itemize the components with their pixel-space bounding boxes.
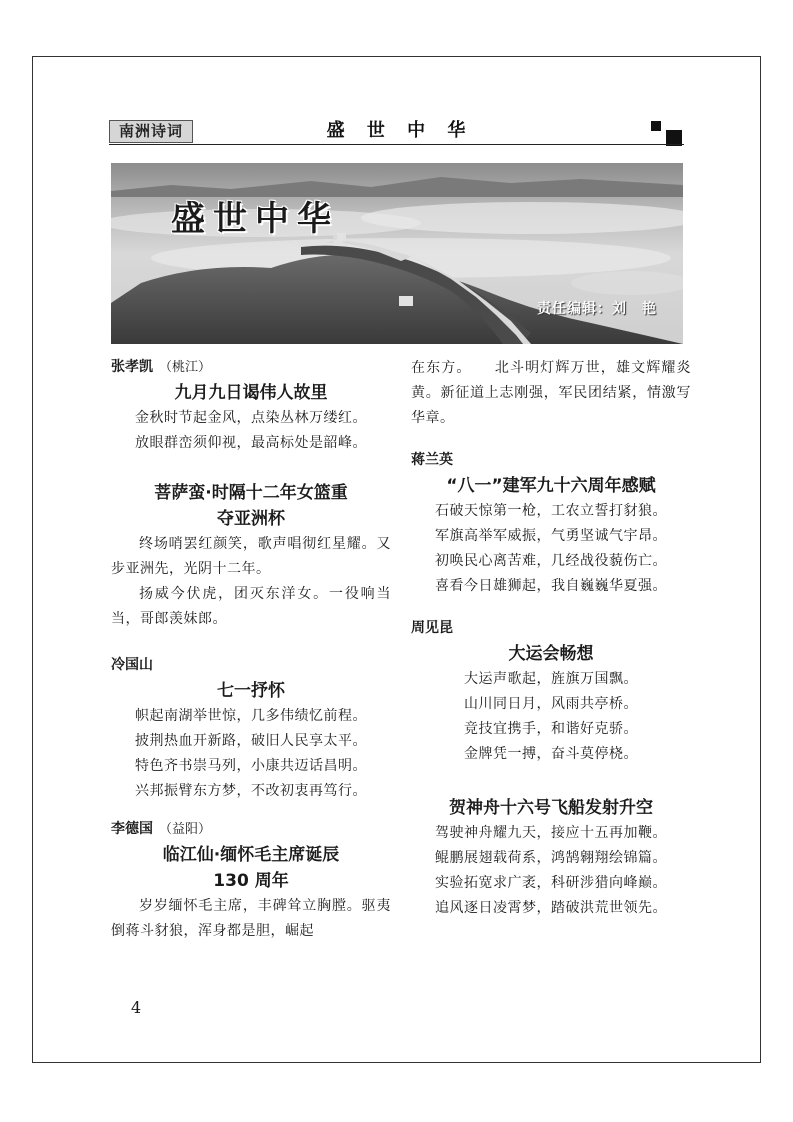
poem-line: 金秋时节起金风，点染丛林万缕红。 <box>135 410 367 426</box>
great-wall-banner <box>111 163 683 344</box>
author-place: （桃江） <box>159 360 212 375</box>
poem-lines <box>411 821 691 921</box>
poem-lines <box>411 667 691 767</box>
poem-line: 放眼群峦须仰视，最高标处是韶峰。 <box>135 435 367 451</box>
poem-line: 大运声歌起，旌旗万国飘。 <box>464 671 638 687</box>
poem-paragraph: 扬威今伏虎，团灭东洋女。一役响当当，哥郎羡妹郎。 <box>111 586 391 627</box>
poem-line: 军旗高举军威振，气勇坚诚气宇昂。 <box>435 528 667 544</box>
poem <box>111 818 391 944</box>
corner-square-small <box>651 121 661 131</box>
poem-line: 披荆热血开新路，破旧人民享太平。 <box>135 733 367 749</box>
poem-author <box>111 356 391 378</box>
poem-title-continued: 130 周年 <box>213 871 289 891</box>
poem-line: 帜起南湖举世惊，几多伟绩忆前程。 <box>135 708 367 724</box>
poem-line: 鲲鹏展翅载荷系，鸿鹄翱翔绘锦篇。 <box>435 850 667 866</box>
poem-line: 特色齐书崇马列，小康共迈话昌明。 <box>135 758 367 774</box>
poem-title: 大运会畅想 <box>508 644 594 664</box>
poem-line: 竞技宜携手，和谐好克骄。 <box>464 721 638 737</box>
poem-continuation <box>411 356 691 431</box>
poem-paragraph: 终场哨罢红颜笑，歌声唱彻红星耀。又步亚洲先，光阴十二年。 <box>111 536 391 577</box>
poem-line: 初唤民心离苦难，几经战役藐伤亡。 <box>435 553 667 569</box>
poem-paragraph: 岁岁缅怀毛主席，丰碑耸立胸膛。驱夷倒蒋斗豺狼，浑身都是胆，崛起 <box>111 898 391 939</box>
right-column <box>411 356 691 921</box>
left-column <box>111 356 391 944</box>
author-place: （益阳） <box>159 822 212 837</box>
poem-title-continued: 夺亚洲杯 <box>217 509 285 529</box>
poem-title: 临江仙·缅怀毛主席诞辰 <box>162 845 340 865</box>
poem <box>411 449 691 599</box>
author-name: 李德国 <box>111 821 153 837</box>
poem-lines <box>411 499 691 599</box>
poem-title: 七一抒怀 <box>217 681 285 701</box>
poem-author: 周见昆 <box>411 620 453 636</box>
banner-title: 盛世中华 <box>171 199 339 239</box>
poem <box>411 795 691 921</box>
poem-author: 冷国山 <box>111 657 153 673</box>
poem <box>411 617 691 767</box>
poem <box>111 654 391 804</box>
poem-author <box>111 818 391 840</box>
poem-title: 九月九日谒伟人故里 <box>174 383 328 403</box>
poem-line: 山川同日月，风雨共亭桥。 <box>464 696 638 712</box>
poem-author: 蒋兰英 <box>411 452 453 468</box>
poem-line: 金牌凭一搏，奋斗莫停桡。 <box>464 746 638 762</box>
poem-title: “八一”建军九十六周年感赋 <box>446 476 656 496</box>
poem-line: 追风逐日凌霄梦，踏破洪荒世领先。 <box>435 900 667 916</box>
poem-lines <box>111 406 391 456</box>
poem-title: 菩萨蛮·时隔十二年女篮重 <box>154 483 348 503</box>
author-name: 张孝凯 <box>111 359 153 375</box>
header-divider <box>109 144 684 145</box>
page-number: 4 <box>131 998 142 1017</box>
section-tag: 南洲诗词 <box>109 120 193 143</box>
poem <box>111 480 391 632</box>
poem <box>111 356 391 456</box>
poem-line: 喜看今日雄狮起，我自巍巍华夏强。 <box>435 578 667 594</box>
poem-line: 驾驶神舟耀九天，接应十五再加鞭。 <box>435 825 667 841</box>
poem-line: 石破天惊第一枪，工农立誓打豺狼。 <box>435 503 667 519</box>
poem-title: 贺神舟十六号飞船发射升空 <box>449 798 653 818</box>
poem-line: 兴邦振臂东方梦，不改初衷再笃行。 <box>135 783 367 799</box>
banner-editor-credit: 责任编辑：刘 艳 <box>537 301 657 317</box>
poem-line: 实验拓宽求广袤，科研涉猎向峰巅。 <box>435 875 667 891</box>
poem-paragraph: 在东方。 北斗明灯辉万世，雄文辉耀炎黄。新征道上志刚强，军民团结紧，情激写华章。 <box>411 360 691 426</box>
page-header-title: 盛 世 中 华 <box>326 120 474 141</box>
poem-lines <box>111 704 391 804</box>
